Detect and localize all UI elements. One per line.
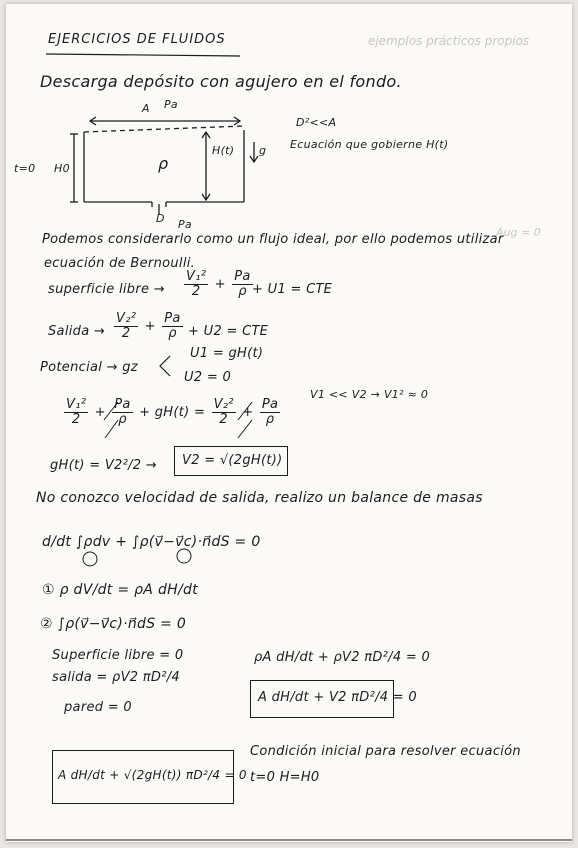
salida-eq-fracs: $\frac{\text{V₂²}}{2}$ + $\frac{Pa}{\rho}$ xyxy=(116,311,181,341)
v2-result: V2 = √(2gH(t)) xyxy=(182,453,283,468)
bernoulli-intro-line1: Podemos considerarlo como un flujo ideal, por ello podemos utilizar xyxy=(42,232,504,247)
label-area-a: A xyxy=(142,102,150,115)
potencial-label: Potencial → gz xyxy=(40,360,138,375)
term-1-equation: ① ρ dV/dt = ρA dH/dt xyxy=(42,582,198,598)
gh-equation: gH(t) = V2²/2 → xyxy=(50,458,157,473)
label-diameter: D xyxy=(156,212,165,225)
page-title: EJERCICIOS DE FLUIDOS xyxy=(48,32,226,47)
superficie-eq-end: + U1 = CTE xyxy=(252,282,333,297)
label-height: H(t) xyxy=(212,144,235,157)
final-equation: A dH/dt + √(2gH(t)) πD²/4 = 0 xyxy=(58,768,247,782)
subtitle: Descarga depósito con agujero en el fondo. xyxy=(40,72,402,91)
title-underline xyxy=(46,54,240,56)
label-pa-top: Pa xyxy=(164,98,178,111)
circle-marker-1 xyxy=(83,552,97,566)
initial-condition-line2: t=0 H=H0 xyxy=(250,770,320,785)
governing-equation-note: Ecuación que gobierne H(t) xyxy=(290,138,449,151)
term-2-equation: ② ∫ρ(v⃗−v⃗c)·n⃗dS = 0 xyxy=(40,616,187,632)
condition-diameter: D²<<A xyxy=(296,116,337,129)
bernoulli-intro-line2: ecuación de Bernoulli. xyxy=(44,256,196,271)
bleed-through-text: Aug = 0 xyxy=(496,226,541,239)
velocity-condition: V1 << V2 → V1² ≈ 0 xyxy=(310,388,429,401)
label-rho: ρ xyxy=(158,154,169,173)
simplified-equation: A dH/dt + V2 πD²/4 = 0 xyxy=(258,690,417,705)
label-pa-bottom: Pa xyxy=(178,218,192,231)
label-h0: H0 xyxy=(54,162,70,175)
circle-marker-2 xyxy=(177,549,191,563)
balance-intro: No conozco velocidad de salida, realizo un balance de masas xyxy=(36,490,483,506)
salida-eq-end: + U2 = CTE xyxy=(188,324,269,339)
superficie-libre-term: Superficie libre = 0 xyxy=(52,648,184,663)
salida-label: Salida → xyxy=(48,324,106,339)
u1-equation: U1 = gH(t) xyxy=(190,346,264,361)
mass-balance-equation: d/dt ∫ρdv + ∫ρ(v⃗−v⃗c)·n⃗dS = 0 xyxy=(42,534,261,550)
rho-equation: ρA dH/dt + ρV2 πD²/4 = 0 xyxy=(254,650,431,665)
bleed-through-text: ejemplos prácticos propios xyxy=(368,34,530,48)
pared-term: pared = 0 xyxy=(64,700,132,715)
initial-condition-line1: Condición inicial para resolver ecuación xyxy=(250,744,521,759)
bernoulli-combined: $\frac{\text{V₁²}}{2}$ + $\frac{Pa}{\rho}$ + gH(t) = $\frac{\text{V₂²}}{2}$ + $\frac{Pa}{\rho}$ xyxy=(66,397,279,427)
superficie-libre-label: superficie libre → xyxy=(48,282,165,297)
label-t0: t=0 xyxy=(14,162,36,175)
label-gravity: g xyxy=(259,144,267,157)
notebook-page xyxy=(6,4,572,842)
u2-equation: U2 = 0 xyxy=(184,370,232,385)
superficie-eq-fracs: $\frac{\text{V₁²}}{2}$ + $\frac{Pa}{\rho}$ xyxy=(186,269,251,299)
salida-term: salida = ρV2 πD²/4 xyxy=(52,670,180,685)
brace-mark xyxy=(160,356,170,376)
